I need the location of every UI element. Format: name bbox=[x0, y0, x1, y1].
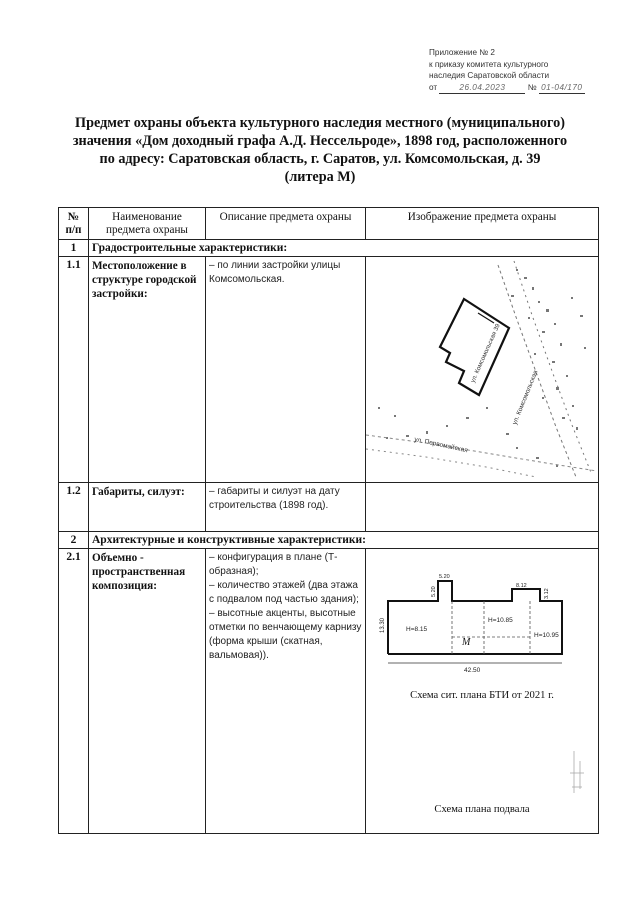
basement-plan-caption: Схема плана подвала bbox=[434, 804, 530, 815]
row-1-1-num: 1.1 bbox=[59, 257, 89, 483]
appendix-from-label: от bbox=[429, 82, 438, 92]
plan-dim-right: 3.12 bbox=[544, 588, 550, 599]
plan-height-mid: Н=10.85 bbox=[488, 617, 513, 624]
plan-dim-top-b: 5.20 bbox=[431, 586, 437, 597]
section-2-title: Архитектурные и конструктивные характеристики: bbox=[89, 532, 599, 549]
section-2-row bbox=[59, 532, 599, 549]
appendix-number-label: № bbox=[527, 82, 537, 92]
protection-table bbox=[58, 207, 599, 834]
plan-dim-top-c: 8.12 bbox=[516, 583, 527, 589]
appendix-line-4 bbox=[429, 82, 629, 95]
location-map-cell bbox=[366, 257, 599, 483]
document-title bbox=[50, 114, 590, 186]
appendix-block bbox=[429, 47, 629, 94]
title-line-2: значения «Дом доходный графа А.Д. Нессельроде», 1898 год, расположенного bbox=[72, 133, 568, 149]
plan-dim-left: 13.30 bbox=[380, 617, 386, 633]
section-1-title: Градостроительные характеристики: bbox=[89, 240, 599, 257]
map-side-street-label: ул. Первомайская bbox=[413, 436, 469, 455]
row-1-2 bbox=[59, 483, 599, 532]
plan-dim-top-a: 5.20 bbox=[439, 574, 450, 580]
plan-height-right: Н=10.95 bbox=[534, 632, 559, 639]
section-1-row bbox=[59, 240, 599, 257]
row-1-2-desc: – габариты и силуэт на дату строительства (1898 год). bbox=[206, 483, 366, 532]
site-plan-image bbox=[366, 549, 597, 689]
title-line-1: Предмет охраны объекта культурного наследия местного (муниципального) bbox=[75, 115, 565, 131]
row-2-1-desc-1: – конфигурация в плане (Т-образная); bbox=[209, 552, 338, 577]
title-line-3: по адресу: Саратовская область, г. Саратов, ул. Комсомольская, д. 39 bbox=[99, 151, 541, 167]
map-lot-label: ул. Комсомольская 39 bbox=[469, 322, 502, 384]
row-1-2-num: 1.2 bbox=[59, 483, 89, 532]
header-image: Изображение предмета охраны bbox=[366, 208, 599, 240]
row-2-1-desc-2: – количество этажей (два этажа с подвалом под частью здания); bbox=[209, 580, 359, 605]
row-2-1-num: 2.1 bbox=[59, 549, 89, 834]
appendix-line-1: Приложение № 2 bbox=[429, 48, 495, 57]
row-2-1 bbox=[59, 549, 599, 834]
appendix-number: 01-04/170 bbox=[539, 82, 585, 95]
header-name: Наименование предмета охраны bbox=[89, 208, 206, 240]
plan-images-cell bbox=[366, 549, 599, 834]
plan-outline bbox=[388, 581, 562, 654]
header-desc: Описание предмета охраны bbox=[206, 208, 366, 240]
row-2-1-desc-3: – высотные акценты, высотные отметки по венчающему карнизу (форма крыши (скатная, вальмовая)). bbox=[209, 608, 362, 661]
location-map-image bbox=[366, 257, 597, 479]
row-1-2-image bbox=[366, 483, 599, 532]
appendix-line-2: к приказу комитета культурного bbox=[429, 59, 549, 69]
map-street-label: ул. Комсомольская bbox=[511, 369, 540, 426]
row-2-1-name: Объемно - пространственная композиция: bbox=[89, 549, 206, 834]
appendix-line-3: наследия Саратовской области bbox=[429, 71, 550, 80]
basement-plan-image bbox=[366, 701, 597, 801]
site-plan-caption: Схема сит. плана БТИ от 2021 г. bbox=[410, 690, 554, 701]
title-line-4: (литера М) bbox=[284, 169, 356, 185]
section-1-num: 1 bbox=[59, 240, 89, 257]
header-num: № п/п bbox=[59, 208, 89, 240]
row-2-1-desc bbox=[206, 549, 366, 834]
row-1-2-name: Габариты, силуэт: bbox=[89, 483, 206, 532]
plan-letter: М bbox=[462, 637, 471, 648]
table-header-row bbox=[59, 208, 599, 240]
row-1-1-name: Местоположение в структуре городской застройки: bbox=[89, 257, 206, 483]
plan-height-left: Н=8.15 bbox=[406, 626, 428, 633]
appendix-date: 26.04.2023 bbox=[439, 82, 525, 95]
plan-dim-bottom: 42.50 bbox=[464, 667, 481, 674]
section-2-num: 2 bbox=[59, 532, 89, 549]
row-1-1-desc: – по линии застройки улицы Комсомольская. bbox=[206, 257, 366, 483]
row-1-1 bbox=[59, 257, 599, 483]
